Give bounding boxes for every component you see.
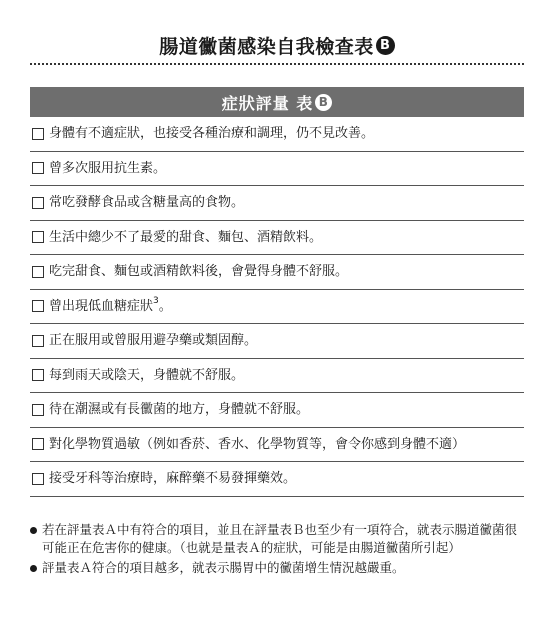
checkbox-icon[interactable]	[32, 473, 44, 485]
checklist-item[interactable]: 曾出現低血糖症狀 $^3$ 。	[30, 290, 524, 325]
checkbox-icon[interactable]	[32, 300, 44, 312]
page-title	[159, 32, 395, 59]
checklist-item[interactable]	[30, 255, 524, 290]
b-badge-icon: B	[376, 36, 395, 55]
checklist-item[interactable]	[30, 393, 524, 428]
b-badge-icon: B	[315, 94, 332, 111]
page-title-wrap	[30, 30, 524, 60]
note-item	[30, 521, 524, 557]
checklist-item-suffix: 。	[158, 298, 172, 314]
note-text: 評量表Ａ符合的項目越多，就表示腸胃中的黴菌增生情況越嚴重。	[42, 560, 405, 575]
checklist	[30, 117, 524, 497]
checklist-item[interactable]	[30, 359, 524, 394]
checklist-item[interactable]	[30, 152, 524, 187]
checklist-item-text: 對化學物質過敏（例如香菸、香水、化學物質等，會令你感到身體不適）	[49, 436, 466, 452]
table-header-title	[222, 91, 333, 114]
checkbox-icon[interactable]	[32, 128, 44, 140]
checkbox-icon[interactable]	[32, 162, 44, 174]
checklist-item-text: 吃完甜食、麵包或酒精飲料後，會覺得身體不舒服。	[49, 264, 349, 280]
checkbox-icon[interactable]	[32, 369, 44, 381]
title-divider	[30, 63, 524, 65]
checkbox-icon[interactable]	[32, 231, 44, 243]
checklist-item-text: 生活中總少不了最愛的甜食、麵包、酒精飲料。	[49, 229, 323, 245]
checklist-item-text: 常吃發酵食品或含糖量高的食物。	[49, 195, 245, 211]
checklist-item[interactable]	[30, 324, 524, 359]
page-title-text: 腸道黴菌感染自我檢查表	[159, 35, 374, 58]
checklist-item[interactable]	[30, 462, 524, 497]
checklist-item[interactable]	[30, 186, 524, 221]
checkbox-icon[interactable]	[32, 266, 44, 278]
bullet-icon	[30, 565, 37, 572]
checklist-item[interactable]	[30, 117, 524, 152]
checkbox-icon[interactable]	[32, 404, 44, 416]
checkbox-icon[interactable]	[32, 197, 44, 209]
checklist-item-text: 待在潮濕或有長黴菌的地方，身體就不舒服。	[49, 402, 310, 418]
notes-list	[30, 521, 524, 579]
checklist-item[interactable]	[30, 428, 524, 463]
checklist-item-text: 曾多次服用抗生素。	[49, 160, 167, 176]
checklist-item-text: 每到雨天或陰天，身體就不舒服。	[49, 367, 245, 383]
note-item	[30, 559, 524, 577]
bullet-icon	[30, 527, 37, 534]
checklist-item-text: 曾出現低血糖症狀	[49, 298, 154, 314]
checkbox-icon[interactable]	[32, 438, 44, 450]
checklist-item-text: 正在服用或曾服用避孕藥或類固醇。	[49, 333, 258, 349]
checklist-item-text: 身體有不適症狀，也接受各種治療和調理，仍不見改善。	[49, 126, 375, 142]
checklist-item-text: 接受牙科等治療時，麻醉藥不易發揮藥效。	[49, 471, 297, 487]
table-header-text: 症狀評量 表	[221, 93, 314, 113]
checkbox-icon[interactable]	[32, 335, 44, 347]
table-header	[30, 87, 524, 117]
checklist-item[interactable]	[30, 221, 524, 256]
note-text: 若在評量表Ａ中有符合的項目，並且在評量表Ｂ也至少有一項符合，就表示腸道黴菌很可能正在危害你的健康。（也就是量表Ａ的症狀，可能是由腸道黴菌所引起）	[42, 522, 518, 555]
